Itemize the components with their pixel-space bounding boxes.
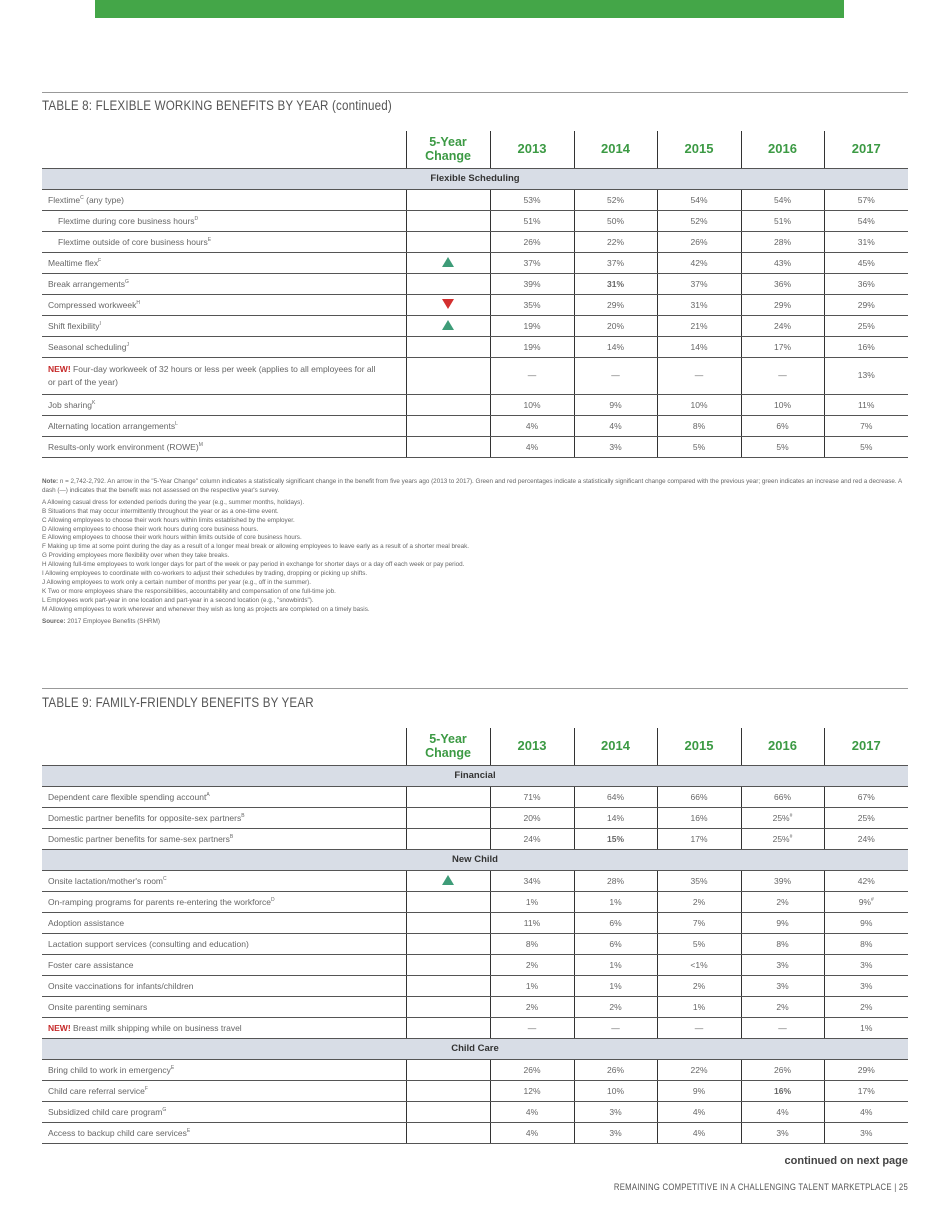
row-label: NEW! Breast milk shipping while on business travel [42, 1017, 406, 1038]
change-cell [406, 189, 490, 210]
category-row [42, 168, 908, 189]
value-cell: 7% [657, 912, 741, 933]
value-cell: 66% [741, 786, 824, 807]
table-row [42, 828, 908, 849]
value-cell: 11% [824, 394, 908, 415]
value-cell: 42% [657, 252, 741, 273]
row-label: Results-only work environment (ROWE)$^M$ [42, 436, 406, 457]
row-label: Job sharing$^K$ [42, 394, 406, 415]
value-cell: 14% [574, 807, 657, 828]
table-row [42, 436, 908, 457]
row-label: Mealtime flex$^F$ [42, 252, 406, 273]
footnote: D Allowing employees to choose their work hours during core business hours. [42, 525, 259, 533]
value-cell: 22% [657, 1059, 741, 1080]
category-label: Flexible Scheduling [42, 168, 908, 189]
value-cell: 13% [824, 357, 908, 394]
table-row [42, 252, 908, 273]
row-label: Adoption assistance [42, 912, 406, 933]
footnote: I Allowing employees to coordinate with co-workers to adjust their schedules by trading, dropping or picking up shifts. [42, 570, 368, 578]
header-year: 2015 [657, 131, 741, 168]
value-cell: 31% [824, 231, 908, 252]
value-cell-increase: 16% [741, 1080, 824, 1101]
value-cell: 17% [657, 828, 741, 849]
table-row [42, 912, 908, 933]
value-cell: 14% [574, 336, 657, 357]
table-row [42, 954, 908, 975]
footnote-list [42, 499, 908, 615]
value-cell: 31% [657, 294, 741, 315]
footnote: G Providing employees more flexibility over when they take breaks. [42, 552, 230, 560]
footnote: E Allowing employees to choose their work hours within limits outside of core business hours. [42, 534, 302, 542]
value-cell: 2% [490, 996, 574, 1017]
value-cell: 2% [741, 891, 824, 912]
header-year: 2016 [741, 728, 824, 765]
change-cell [406, 1080, 490, 1101]
value-cell: 4% [490, 1101, 574, 1122]
table8 [42, 131, 908, 458]
footnote: C Allowing employees to choose their work hours within limits established by the employer. [42, 516, 295, 524]
table-row [42, 1122, 908, 1143]
table-row [42, 394, 908, 415]
value-cell: 57% [824, 189, 908, 210]
table-row [42, 336, 908, 357]
row-label: Compressed workweek$^H$ [42, 294, 406, 315]
value-cell: 24% [741, 315, 824, 336]
value-cell: 28% [741, 231, 824, 252]
row-label: Flextime$^C$ (any type) [42, 189, 406, 210]
value-cell: 26% [741, 1059, 824, 1080]
value-cell: — [657, 1017, 741, 1038]
table8-header-row [42, 131, 908, 168]
table-row [42, 891, 908, 912]
value-cell: 1% [574, 891, 657, 912]
footnote: H Allowing full-time employees to work longer days for part of the week or pay period in exchange for shorter days or a day off each week or pay period. [42, 561, 465, 569]
value-cell: 24% [490, 828, 574, 849]
value-cell: 53% [490, 189, 574, 210]
category-row [42, 849, 908, 870]
category-label: New Child [42, 849, 908, 870]
row-label: Break arrangements$^G$ [42, 273, 406, 294]
value-cell: 24% [824, 828, 908, 849]
value-cell: 37% [657, 273, 741, 294]
value-cell: 29% [574, 294, 657, 315]
value-cell: 36% [741, 273, 824, 294]
row-label: On-ramping programs for parents re-entering the workforce$^D$ [42, 891, 406, 912]
value-cell: — [574, 357, 657, 394]
table-row [42, 273, 908, 294]
value-cell: 6% [741, 415, 824, 436]
change-cell [406, 394, 490, 415]
header-year: 2014 [574, 131, 657, 168]
value-cell: 6% [574, 912, 657, 933]
table-row [42, 975, 908, 996]
value-cell: 51% [490, 210, 574, 231]
value-cell: 10% [657, 394, 741, 415]
value-cell: 9%# [824, 891, 908, 912]
value-cell: 1% [657, 996, 741, 1017]
row-label: Lactation support services (consulting and education) [42, 933, 406, 954]
row-label: Onsite lactation/mother's room$^C$ [42, 870, 406, 891]
value-cell: 52% [574, 189, 657, 210]
value-cell: 21% [657, 315, 741, 336]
change-cell [406, 436, 490, 457]
value-cell: 20% [490, 807, 574, 828]
header-blank [42, 131, 406, 168]
change-cell [406, 273, 490, 294]
value-cell: 50% [574, 210, 657, 231]
change-cell [406, 315, 490, 336]
value-cell: 66% [657, 786, 741, 807]
row-label: Bring child to work in emergency$^E$ [42, 1059, 406, 1080]
value-cell: — [574, 1017, 657, 1038]
change-cell [406, 294, 490, 315]
page-footer: REMAINING COMPETITIVE IN A CHALLENGING TALENT MARKETPLACE | 25 [613, 1182, 908, 1192]
value-cell: — [741, 357, 824, 394]
table-row [42, 933, 908, 954]
change-cell [406, 933, 490, 954]
value-cell: 67% [824, 786, 908, 807]
table9-header-row [42, 728, 908, 765]
value-cell: — [657, 357, 741, 394]
value-cell: 9% [741, 912, 824, 933]
value-cell: 7% [824, 415, 908, 436]
value-cell: 4% [657, 1122, 741, 1143]
value-cell: 2% [824, 996, 908, 1017]
value-cell: 5% [657, 436, 741, 457]
value-cell: 10% [574, 1080, 657, 1101]
value-cell: 2% [741, 996, 824, 1017]
table-row [42, 315, 908, 336]
value-cell: 43% [741, 252, 824, 273]
value-cell: 8% [741, 933, 824, 954]
value-cell: 9% [574, 394, 657, 415]
header-year: 2017 [824, 131, 908, 168]
value-cell: 1% [574, 954, 657, 975]
value-cell: 3% [741, 1122, 824, 1143]
value-cell: 3% [824, 975, 908, 996]
header-year: 2013 [490, 131, 574, 168]
value-cell: 8% [657, 415, 741, 436]
new-badge: NEW! [48, 1022, 71, 1033]
value-cell: 5% [741, 436, 824, 457]
row-label: Flextime during core business hours$^D$ [42, 210, 406, 231]
increase-arrow-icon [442, 320, 454, 330]
value-cell: 14% [657, 336, 741, 357]
value-cell: 2% [574, 996, 657, 1017]
table9 [42, 728, 908, 1144]
footnote: F Making up time at some point during the day as a result of a longer meal break or allowing employees to leave early as a result of a shorter meal break. [42, 543, 470, 551]
table9-title: TABLE 9: FAMILY-FRIENDLY BENEFITS BY YEAR [42, 695, 314, 710]
table-row [42, 1080, 908, 1101]
value-cell: 26% [574, 1059, 657, 1080]
change-cell [406, 807, 490, 828]
value-cell: 29% [741, 294, 824, 315]
value-cell-decrease: 15% [574, 828, 657, 849]
value-cell: 54% [741, 189, 824, 210]
table8-title: TABLE 8: FLEXIBLE WORKING BENEFITS BY YEAR (continued) [42, 98, 392, 113]
row-label: Foster care assistance [42, 954, 406, 975]
value-cell: 3% [574, 1101, 657, 1122]
value-cell: 1% [574, 975, 657, 996]
change-cell [406, 1101, 490, 1122]
value-cell: 9% [824, 912, 908, 933]
value-cell: 26% [490, 231, 574, 252]
footnote: M Allowing employees to work wherever and whenever they wish as long as projects are completed on a timely basis. [42, 605, 370, 613]
note-paragraph: Note: n = 2,742-2,792. An arrow in the "5-Year Change" column indicates a statistically significant change in the benefit from five years ago (2013 to 2017). Green and red percentages indicate a statistically significant change compared with the previous year; green indicates an increase and red a decrease. A dash (—) indicates that the benefit was not assessed on the respective year's survey. [42, 478, 902, 494]
value-cell: 8% [824, 933, 908, 954]
row-label: Onsite parenting seminars [42, 996, 406, 1017]
value-cell: 35% [657, 870, 741, 891]
value-cell: 3% [741, 975, 824, 996]
row-label: NEW! Four-day workweek of 32 hours or less per week (applies to all employees for all or part of the year) [42, 357, 406, 394]
change-cell [406, 954, 490, 975]
value-cell: 4% [490, 1122, 574, 1143]
value-cell: 4% [490, 415, 574, 436]
row-label: Flextime outside of core business hours$^E$ [42, 231, 406, 252]
value-cell: 64% [574, 786, 657, 807]
header-year: 2017 [824, 728, 908, 765]
change-cell [406, 1122, 490, 1143]
value-cell: 5% [824, 436, 908, 457]
change-cell [406, 912, 490, 933]
table-row [42, 1059, 908, 1080]
change-cell [406, 996, 490, 1017]
table8-top-rule [42, 92, 908, 93]
value-cell: 19% [490, 315, 574, 336]
row-label: Dependent care flexible spending account$^A$ [42, 786, 406, 807]
value-cell: 25%# [741, 807, 824, 828]
value-cell: 3% [574, 1122, 657, 1143]
table-row [42, 415, 908, 436]
value-cell: 2% [657, 891, 741, 912]
continued-note: continued on next page [784, 1155, 908, 1167]
decrease-arrow-icon [442, 299, 454, 309]
value-cell: 17% [741, 336, 824, 357]
footnote: B Situations that may occur intermittently throughout the year or as a one-time event. [42, 507, 279, 515]
value-cell: 54% [824, 210, 908, 231]
table-row [42, 210, 908, 231]
value-cell: 26% [490, 1059, 574, 1080]
value-cell: 4% [574, 415, 657, 436]
value-cell: 8% [490, 933, 574, 954]
new-badge: NEW! [48, 363, 71, 374]
value-cell: 3% [824, 1122, 908, 1143]
row-label: Access to backup child care services$^E$ [42, 1122, 406, 1143]
value-cell-decrease: 31% [574, 273, 657, 294]
table-row [42, 996, 908, 1017]
change-cell [406, 1059, 490, 1080]
row-label: Domestic partner benefits for same-sex partners$^B$ [42, 828, 406, 849]
increase-arrow-icon [442, 257, 454, 267]
change-cell [406, 210, 490, 231]
value-cell: 5% [657, 933, 741, 954]
value-cell: 3% [741, 954, 824, 975]
value-cell: 54% [657, 189, 741, 210]
row-label: Onsite vaccinations for infants/children [42, 975, 406, 996]
value-cell: 2% [657, 975, 741, 996]
value-cell: <1% [657, 954, 741, 975]
value-cell: 45% [824, 252, 908, 273]
value-cell: 4% [490, 436, 574, 457]
value-cell: 25% [824, 315, 908, 336]
change-cell [406, 415, 490, 436]
table-row [42, 357, 908, 394]
value-cell: 25% [824, 807, 908, 828]
value-cell: — [741, 1017, 824, 1038]
table-row [42, 1101, 908, 1122]
change-cell [406, 786, 490, 807]
value-cell: 39% [741, 870, 824, 891]
value-cell: 11% [490, 912, 574, 933]
table-row [42, 870, 908, 891]
value-cell: 16% [824, 336, 908, 357]
value-cell: 19% [490, 336, 574, 357]
source-line: Source: 2017 Employee Benefits (SHRM) [42, 617, 160, 625]
value-cell: 1% [824, 1017, 908, 1038]
value-cell: 52% [657, 210, 741, 231]
value-cell: 51% [741, 210, 824, 231]
value-cell: 20% [574, 315, 657, 336]
value-cell: — [490, 357, 574, 394]
change-cell [406, 231, 490, 252]
footnote: A Allowing casual dress for extended periods during the year (e.g., summer months, holidays). [42, 498, 305, 506]
value-cell: 1% [490, 975, 574, 996]
value-cell: 34% [490, 870, 574, 891]
value-cell: 6% [574, 933, 657, 954]
change-cell [406, 870, 490, 891]
increase-arrow-icon [442, 875, 454, 885]
value-cell: 4% [741, 1101, 824, 1122]
value-cell: 4% [824, 1101, 908, 1122]
value-cell: 3% [574, 436, 657, 457]
value-cell: 2% [490, 954, 574, 975]
category-row [42, 765, 908, 786]
header-5yr-change: 5-Year Change [406, 728, 490, 765]
category-label: Financial [42, 765, 908, 786]
row-label: Domestic partner benefits for opposite-sex partners$^B$ [42, 807, 406, 828]
value-cell: 42% [824, 870, 908, 891]
value-cell: 25%# [741, 828, 824, 849]
value-cell: 39% [490, 273, 574, 294]
value-cell: 3% [824, 954, 908, 975]
footnote: L Employees work part-year in one location and part-year in a second location (e.g., "snowbirds"). [42, 596, 314, 604]
table-row [42, 231, 908, 252]
row-label: Child care referral service$^F$ [42, 1080, 406, 1101]
value-cell: 28% [574, 870, 657, 891]
change-cell [406, 1017, 490, 1038]
header-year: 2013 [490, 728, 574, 765]
footnote: K Two or more employees share the responsibilities, accountability and compensation of one full-time job. [42, 587, 336, 595]
value-cell: 29% [824, 294, 908, 315]
value-cell: 10% [741, 394, 824, 415]
change-cell [406, 336, 490, 357]
table8-notes [42, 478, 908, 627]
header-green-bar [95, 0, 844, 18]
change-cell [406, 252, 490, 273]
value-cell: 37% [574, 252, 657, 273]
table-row [42, 294, 908, 315]
value-cell: 9% [657, 1080, 741, 1101]
value-cell: 17% [824, 1080, 908, 1101]
table-row [42, 807, 908, 828]
value-cell: 16% [657, 807, 741, 828]
change-cell [406, 828, 490, 849]
row-label: Alternating location arrangements$^L$ [42, 415, 406, 436]
change-cell [406, 357, 490, 394]
value-cell: 29% [824, 1059, 908, 1080]
header-5yr-change: 5-Year Change [406, 131, 490, 168]
value-cell: 71% [490, 786, 574, 807]
value-cell: 10% [490, 394, 574, 415]
row-label: Seasonal scheduling$^J$ [42, 336, 406, 357]
table-row [42, 1017, 908, 1038]
row-label: Shift flexibility$^I$ [42, 315, 406, 336]
header-year: 2015 [657, 728, 741, 765]
category-label: Child Care [42, 1038, 908, 1059]
footnote: J Allowing employees to work only a certain number of months per year (e.g., off in the summer). [42, 578, 312, 586]
table-row [42, 189, 908, 210]
table9-top-rule [42, 688, 908, 689]
header-blank [42, 728, 406, 765]
value-cell: 12% [490, 1080, 574, 1101]
header-year: 2016 [741, 131, 824, 168]
header-year: 2014 [574, 728, 657, 765]
table-row [42, 786, 908, 807]
value-cell: 4% [657, 1101, 741, 1122]
value-cell: 26% [657, 231, 741, 252]
category-row [42, 1038, 908, 1059]
row-label: Subsidized child care program$^G$ [42, 1101, 406, 1122]
value-cell: 22% [574, 231, 657, 252]
value-cell: — [490, 1017, 574, 1038]
change-cell [406, 975, 490, 996]
change-cell [406, 891, 490, 912]
value-cell: 36% [824, 273, 908, 294]
value-cell: 1% [490, 891, 574, 912]
value-cell: 35% [490, 294, 574, 315]
value-cell: 37% [490, 252, 574, 273]
